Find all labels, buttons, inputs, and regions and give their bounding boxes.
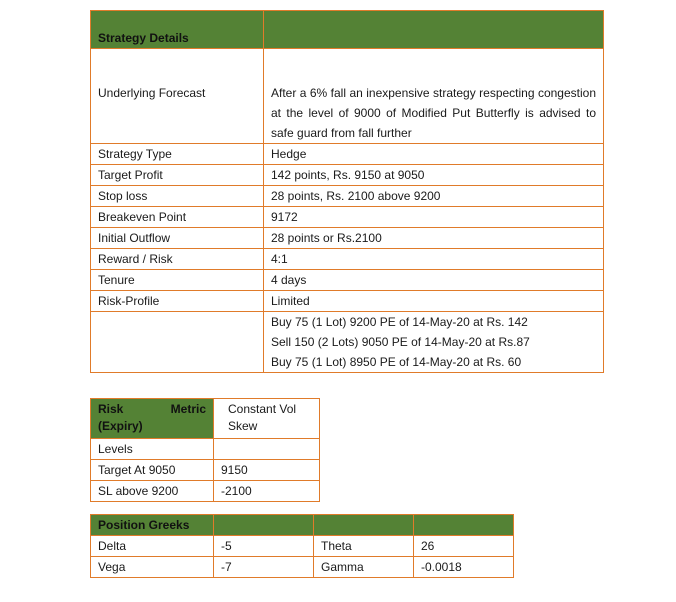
greek-name: Vega (91, 557, 214, 578)
table-row (91, 536, 514, 557)
table-row (91, 557, 514, 578)
greek-value: -7 (214, 557, 314, 578)
greek-name: Gamma (314, 557, 414, 578)
constant-vol-line2: Skew (228, 419, 258, 433)
row-value: 28 points, Rs. 2100 above 9200 (264, 186, 604, 207)
table-row (91, 228, 604, 249)
row-value: 9150 (214, 460, 320, 481)
strategy-details-table (90, 10, 604, 373)
greeks-header-blank (214, 515, 314, 536)
position-greeks-table (90, 514, 514, 578)
row-label: Underlying Forecast (91, 49, 264, 144)
table-row (91, 249, 604, 270)
table-row (91, 207, 604, 228)
risk-metric-header (91, 399, 214, 439)
table-row (91, 49, 604, 144)
row-label: Target Profit (91, 165, 264, 186)
row-value: 142 points, Rs. 9150 at 9050 (264, 165, 604, 186)
row-label: Reward / Risk (91, 249, 264, 270)
strategy-details-header-blank (264, 11, 604, 49)
table-row (91, 270, 604, 291)
strategy-legs (264, 312, 604, 373)
greek-value: -5 (214, 536, 314, 557)
table-row (91, 439, 320, 460)
greek-value: -0.0018 (414, 557, 514, 578)
table-row (91, 481, 320, 502)
constant-vol-line1: Constant Vol (228, 402, 297, 416)
risk-metric-header-word1: Risk (98, 402, 124, 416)
row-label: Target At 9050 (91, 460, 214, 481)
row-value: Limited (264, 291, 604, 312)
greek-name: Theta (314, 536, 414, 557)
strategy-details-header: Strategy Details (91, 11, 264, 49)
row-value: 4 days (264, 270, 604, 291)
position-greeks-header: Position Greeks (91, 515, 214, 536)
row-value: After a 6% fall an inexpensive strategy respecting congestion at the level of 9000 of Modified Put Butterfly is advised to safe guard from fall further (264, 49, 604, 144)
row-value: -2100 (214, 481, 320, 502)
row-value (214, 439, 320, 460)
table-row (91, 186, 604, 207)
row-value: Hedge (264, 144, 604, 165)
legs-label-blank (91, 312, 264, 373)
table-row (91, 291, 604, 312)
greeks-header-blank (414, 515, 514, 536)
constant-vol-skew-header (214, 399, 320, 439)
table-row (91, 312, 604, 373)
row-label: Levels (91, 439, 214, 460)
row-label: Strategy Type (91, 144, 264, 165)
risk-metric-header-word2: Metric (170, 402, 206, 416)
row-label: Stop loss (91, 186, 264, 207)
leg-item: Buy 75 (1 Lot) 9200 PE of 14-May-20 at Rs. 142 (271, 315, 528, 329)
greek-value: 26 (414, 536, 514, 557)
row-label: SL above 9200 (91, 481, 214, 502)
row-label: Breakeven Point (91, 207, 264, 228)
row-value: 28 points or Rs.2100 (264, 228, 604, 249)
table-row (91, 165, 604, 186)
leg-item: Sell 150 (2 Lots) 9050 PE of 14-May-20 at Rs.87 (271, 335, 530, 349)
risk-metric-header-line2: (Expiry) (98, 419, 143, 433)
row-label: Tenure (91, 270, 264, 291)
table-row (91, 144, 604, 165)
row-value: 9172 (264, 207, 604, 228)
table-row (91, 460, 320, 481)
leg-item: Buy 75 (1 Lot) 8950 PE of 14-May-20 at Rs. 60 (271, 355, 522, 369)
greek-name: Delta (91, 536, 214, 557)
risk-metric-table (90, 398, 320, 502)
row-label: Initial Outflow (91, 228, 264, 249)
greeks-header-blank (314, 515, 414, 536)
row-value: 4:1 (264, 249, 604, 270)
row-label: Risk-Profile (91, 291, 264, 312)
